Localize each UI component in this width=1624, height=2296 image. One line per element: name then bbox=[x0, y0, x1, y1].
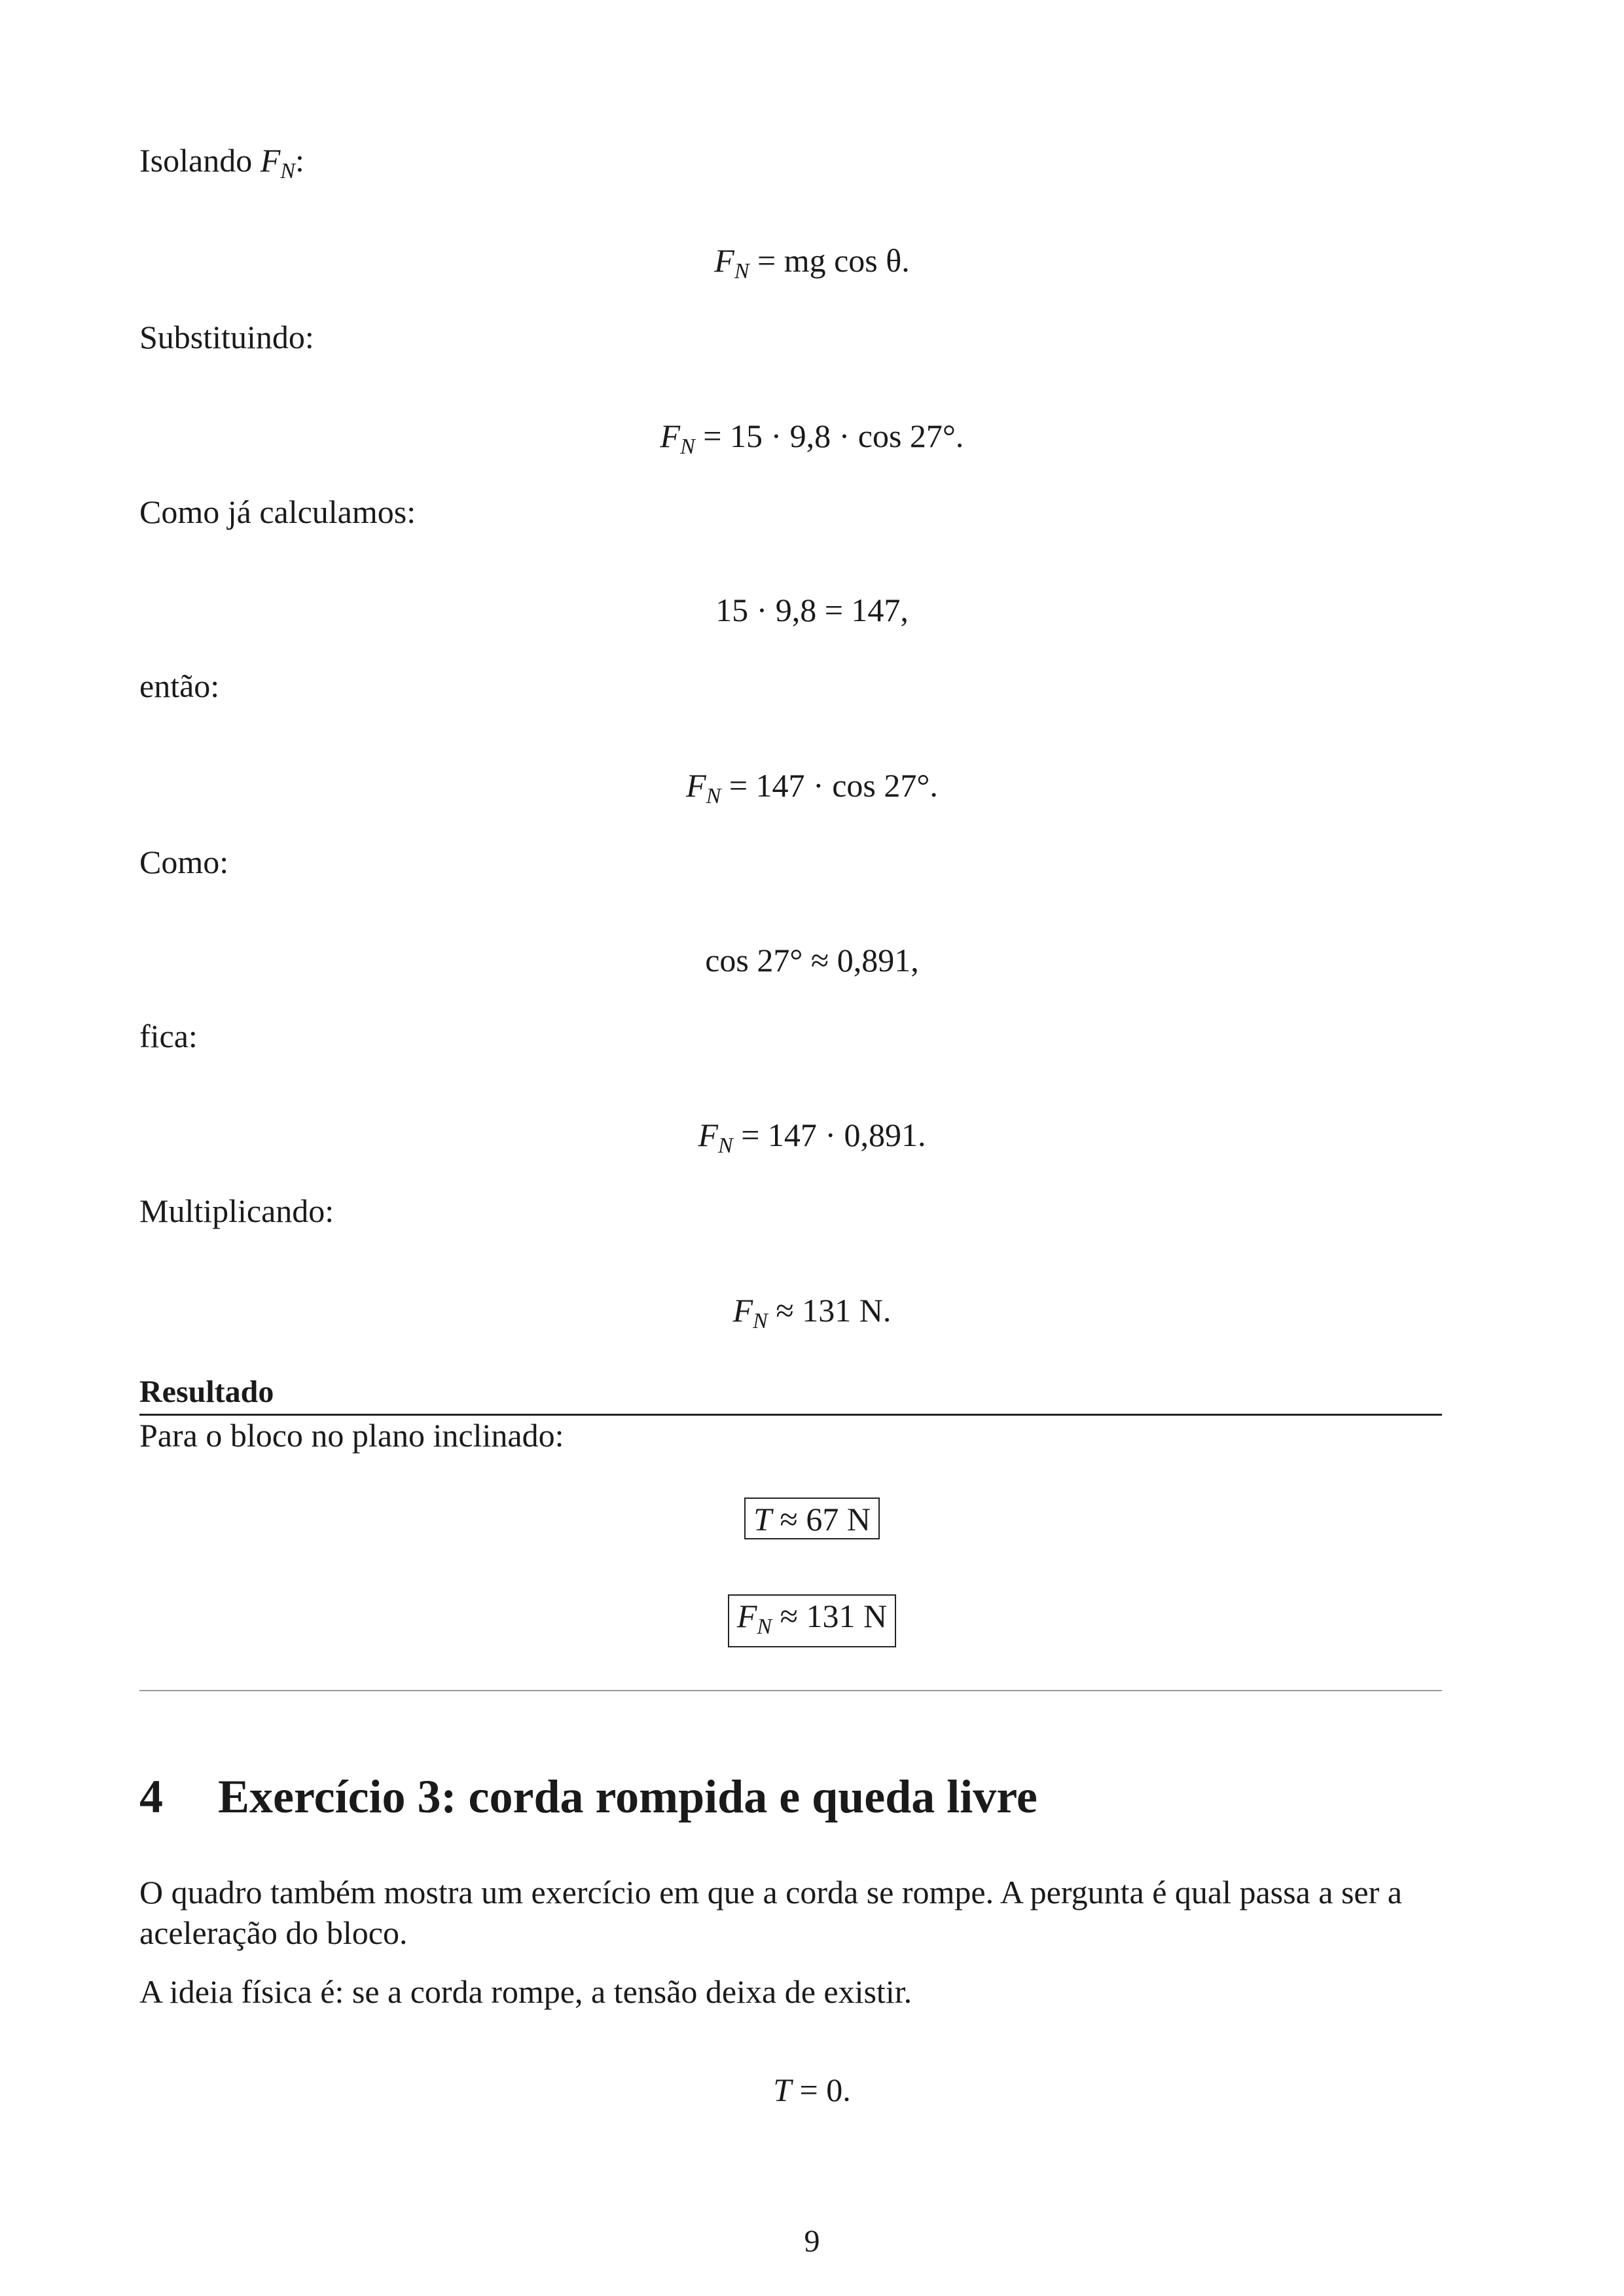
result-box-normal bbox=[728, 1594, 896, 1647]
equation-multiply bbox=[0, 1115, 1624, 1166]
equation-rhs: = 147 · cos 27°. bbox=[729, 767, 938, 804]
section-paragraph-1: O quadro também mostra um exercício em que a corda se rompe. A pergunta é qual passa a ser a aceleração do bloco. bbox=[139, 1874, 1402, 1951]
boxed-normal-result bbox=[0, 1594, 1624, 1647]
symbol-n-subscript: N bbox=[753, 1309, 768, 1333]
text-fica: fica: bbox=[139, 1018, 198, 1054]
equation-cos-form bbox=[0, 766, 1624, 816]
symbol-f: F bbox=[736, 1598, 757, 1634]
result-title: Resultado bbox=[139, 1374, 274, 1409]
symbol-f: F bbox=[686, 767, 706, 804]
equation-rhs: ≈ 131 N. bbox=[776, 1292, 892, 1329]
tension-value: ≈ 67 N bbox=[780, 1501, 871, 1537]
equation-result-normal bbox=[0, 1291, 1624, 1341]
result-intro: Para o bloco no plano inclinado: bbox=[139, 1417, 564, 1454]
text-multiplicando: Multiplicando: bbox=[139, 1193, 334, 1229]
symbol-f: F bbox=[660, 418, 681, 454]
symbol-n-subscript: N bbox=[706, 784, 721, 808]
symbol-n-subscript: N bbox=[757, 1615, 772, 1639]
equation-rhs: = 15 · 9,8 · cos 27°. bbox=[703, 418, 964, 454]
symbol-t: T bbox=[753, 1501, 772, 1537]
section-title: Exercício 3: corda rompida e queda livre bbox=[218, 1770, 1038, 1823]
symbol-n-subscript: N bbox=[718, 1134, 733, 1158]
text-como: Como: bbox=[139, 844, 229, 880]
boxed-tension-result bbox=[0, 1498, 1624, 1539]
section-heading bbox=[139, 1767, 1038, 1826]
equation-tension-zero bbox=[0, 2070, 1624, 2109]
equation-rhs: = 147 · 0,891. bbox=[741, 1117, 926, 1153]
symbol-f: F bbox=[714, 242, 734, 279]
symbol-f: F bbox=[732, 1292, 753, 1329]
equation-rhs: = 0. bbox=[799, 2072, 851, 2108]
equation-normal-force bbox=[0, 241, 1624, 291]
page-number: 9 bbox=[804, 2224, 820, 2259]
section-divider bbox=[139, 1690, 1442, 1691]
text-substituindo: Substituindo: bbox=[139, 319, 314, 355]
text-como-ja-calculamos: Como já calculamos: bbox=[139, 493, 416, 530]
symbol-n-subscript: N bbox=[680, 435, 695, 459]
section-number: 4 bbox=[139, 1770, 163, 1823]
equation-rhs: = mg cos θ. bbox=[757, 242, 910, 279]
result-box-tension bbox=[744, 1498, 880, 1539]
symbol-t: T bbox=[773, 2072, 792, 2108]
equation-product: 15 · 9,8 = 147, bbox=[715, 592, 909, 628]
isolando-label: Isolando bbox=[139, 142, 253, 179]
equation-substitution bbox=[0, 416, 1624, 467]
equation-cos-value: cos 27° ≈ 0,891, bbox=[705, 942, 919, 978]
normal-value: ≈ 131 N bbox=[780, 1598, 888, 1634]
section-paragraph-2: A ideia física é: se a corda rompe, a tensão deixa de existir. bbox=[139, 1973, 912, 2010]
text-isolando: Isolando $F_N$: bbox=[139, 142, 304, 183]
symbol-n-subscript: N bbox=[280, 159, 295, 183]
symbol-f: F bbox=[260, 142, 281, 179]
symbol-n-subscript: N bbox=[734, 259, 749, 283]
text-entao: então: bbox=[139, 668, 220, 704]
symbol-f: F bbox=[698, 1117, 718, 1153]
